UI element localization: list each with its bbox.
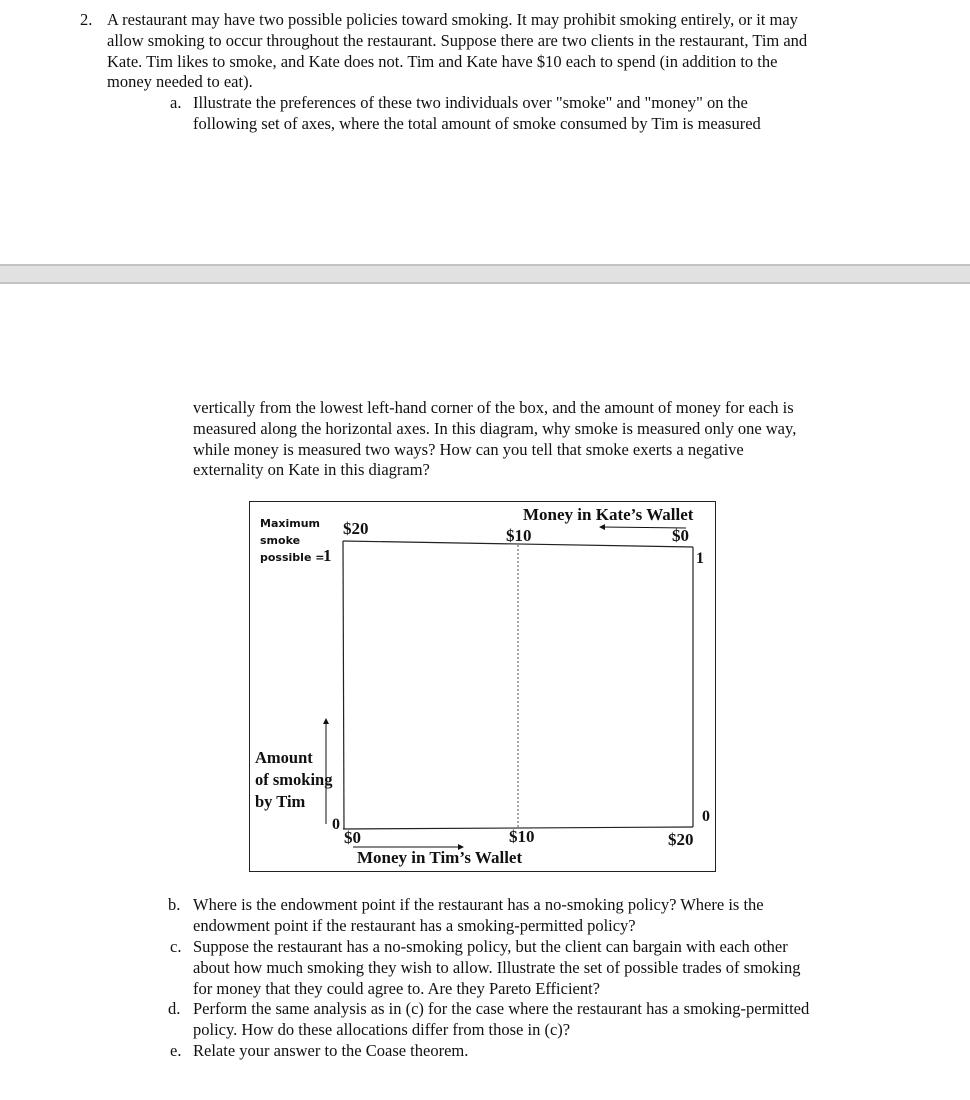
smoke-axis-label xyxy=(255,747,332,813)
part-e-letter: e. xyxy=(170,1041,182,1060)
text-line: Relate your answer to the Coase theorem. xyxy=(193,1041,469,1060)
text-line: of smoking xyxy=(255,770,333,789)
text-line: vertically from the lowest left-hand corner of the box, and the amount of money for each is xyxy=(193,398,794,417)
right-top-tick: 1 xyxy=(696,550,704,567)
bottom-mid-tick: $10 xyxy=(509,827,535,846)
question-number: 2. xyxy=(80,10,93,29)
bottom-left-tick: $0 xyxy=(344,828,361,847)
text-line: allow smoking to occur throughout the restaurant. Suppose there are two clients in the restaurant, Tim and xyxy=(107,30,808,50)
top-mid-tick: $10 xyxy=(506,526,532,545)
text-line: Maximum xyxy=(260,517,320,530)
max-smoke-value: 1 xyxy=(323,546,332,565)
right-bottom-tick: 0 xyxy=(702,808,710,825)
left-bottom-tick: 0 xyxy=(332,816,340,833)
kate-wallet-title: Money in Kate’s Wallet xyxy=(523,505,694,524)
part-c-letter: c. xyxy=(170,937,182,956)
top-right-tick: $0 xyxy=(672,526,689,545)
part-b-text xyxy=(193,895,764,937)
part-b-letter: b. xyxy=(168,895,181,914)
text-line: A restaurant may have two possible policies toward smoking. It may prohibit smoking entirely, or it may xyxy=(107,10,798,29)
text-line: following set of axes, where the total amount of smoke consumed by Tim is measured xyxy=(193,113,761,133)
text-line: about how much smoking they wish to allow. Illustrate the set of possible trades of smoking xyxy=(193,957,801,977)
text-line: Kate. Tim likes to smoke, and Kate does not. Tim and Kate have $10 each to spend (in addition to the xyxy=(107,51,778,71)
text-line: possible = xyxy=(260,551,325,564)
page-break-separator xyxy=(0,264,970,284)
part-c-text xyxy=(193,937,801,999)
text-line: money needed to eat). xyxy=(107,72,253,92)
part-e-text xyxy=(193,1041,468,1062)
question-intro xyxy=(107,10,807,93)
part-a-text-continued xyxy=(193,398,796,481)
text-line: externality on Kate in this diagram? xyxy=(193,460,430,480)
part-d-text xyxy=(193,999,809,1041)
text-line: measured along the horizontal axes. In this diagram, why smoke is measured only one way, xyxy=(193,418,797,438)
text-line: Suppose the restaurant has a no-smoking policy, but the client can bargain with each other xyxy=(193,937,788,956)
text-line: policy. How do these allocations differ from those in (c)? xyxy=(193,1019,571,1039)
text-line: by Tim xyxy=(255,792,306,811)
text-line: smoke xyxy=(260,534,301,547)
top-left-tick: $20 xyxy=(343,519,369,538)
bottom-right-tick: $20 xyxy=(668,830,694,849)
edgeworth-box-diagram xyxy=(249,501,716,872)
part-d-letter: d. xyxy=(168,999,181,1018)
max-smoke-label xyxy=(260,515,324,566)
tim-wallet-title: Money in Tim’s Wallet xyxy=(357,848,523,867)
text-line: endowment point if the restaurant has a smoking-permitted policy? xyxy=(193,915,636,935)
text-line: Amount xyxy=(255,748,313,767)
text-line: Where is the endowment point if the restaurant has a no-smoking policy? Where is the xyxy=(193,895,764,914)
box-left-edge xyxy=(343,541,344,829)
text-line: Perform the same analysis as in (c) for the case where the restaurant has a smoking-permitted xyxy=(193,999,810,1018)
text-line: Illustrate the preferences of these two individuals over "smoke" and "money" on the xyxy=(193,93,748,112)
part-a-text-top xyxy=(193,93,761,135)
part-a-letter: a. xyxy=(170,93,182,112)
text-line: for money that they could agree to. Are they Pareto Efficient? xyxy=(193,978,601,998)
text-line: while money is measured two ways? How can you tell that smoke exerts a negative xyxy=(193,439,744,459)
